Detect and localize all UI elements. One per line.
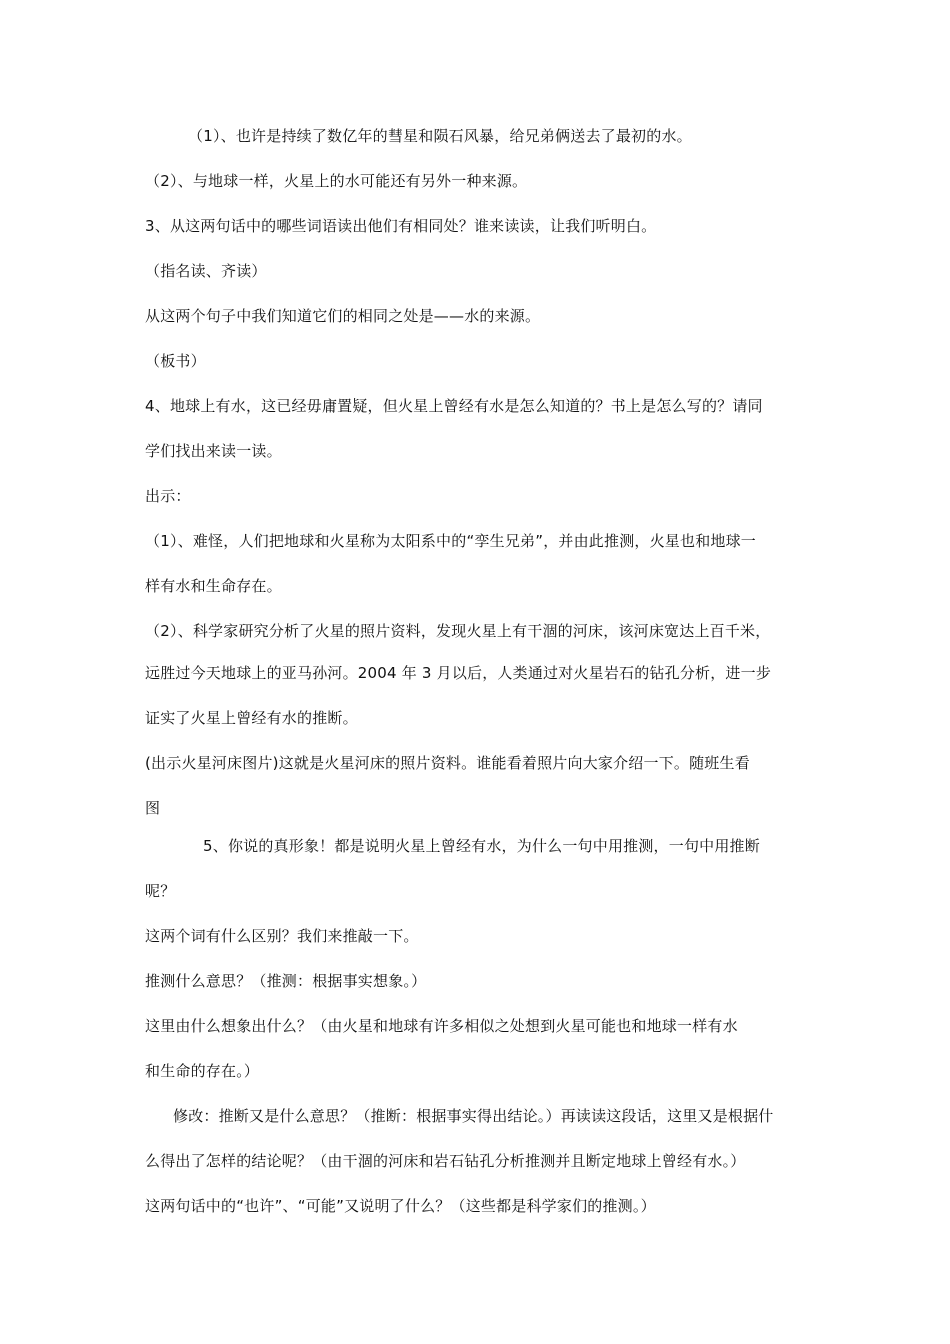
text-line: 这里由什么想象出什么？（由火星和地球有许多相似之处想到火星可能也和地球一样有水 (145, 1017, 738, 1035)
text-line: 从这两个句子中我们知道它们的相同之处是——水的来源。 (145, 307, 541, 325)
text-line: 这两句话中的“也许”、“可能”又说明了什么？（这些都是科学家们的推测。） (145, 1197, 656, 1215)
text-line: 4、地球上有水，这已经毋庸置疑，但火星上曾经有水是怎么知道的？书上是怎么写的？请同 (145, 397, 763, 415)
text-line: 学们找出来读一读。 (145, 442, 282, 460)
text-line: （指名读、齐读） (145, 262, 267, 280)
text-line: (出示火星河床图片)这就是火星河床的照片资料。谁能看着照片向大家介绍一下。随班生看 (145, 754, 750, 772)
text-line: 么得出了怎样的结论呢？（由干涸的河床和岩石钻孔分析推测并且断定地球上曾经有水。） (145, 1152, 746, 1170)
text-line: 这两个词有什么区别？我们来推敲一下。 (145, 927, 419, 945)
text-line: 出示： (145, 487, 191, 505)
text-line: 5、你说的真形象！都是说明火星上曾经有水，为什么一句中用推测，一句中用推断 (203, 837, 760, 855)
text-line: 3、从这两句话中的哪些词语读出他们有相同处？谁来读读，让我们听明白。 (145, 217, 657, 235)
text-line: （2）、科学家研究分析了火星的照片资料，发现火星上有干涸的河床，该河床宽达上百千米， (145, 622, 771, 640)
text-line: 修改：推断又是什么意思？（推断：根据事实得出结论。）再读读这段话，这里又是根据什 (173, 1107, 774, 1125)
text-line: 推测什么意思？（推测：根据事实想象。） (145, 972, 427, 990)
text-line: 呢？ (145, 882, 176, 900)
text-line: 和生命的存在。） (145, 1062, 260, 1080)
text-line: 图 (145, 799, 161, 817)
text-line: （2）、与地球一样，火星上的水可能还有另外一种来源。 (145, 172, 528, 190)
text-line: （1）、难怪，人们把地球和火星称为太阳系中的“孪生兄弟”，并由此推测，火星也和地球一 (145, 532, 756, 550)
text-line: （板书） (145, 352, 206, 370)
text-line: （1）、也许是持续了数亿年的彗星和陨石风暴，给兄弟俩送去了最初的水。 (188, 127, 692, 145)
text-line: 样有水和生命存在。 (145, 577, 282, 595)
text-line: 证实了火星上曾经有水的推断。 (145, 709, 358, 727)
text-line: 远胜过今天地球上的亚马孙河。2004 年 3 月以后，人类通过对火星岩石的钻孔分析，进一步 (145, 664, 772, 682)
